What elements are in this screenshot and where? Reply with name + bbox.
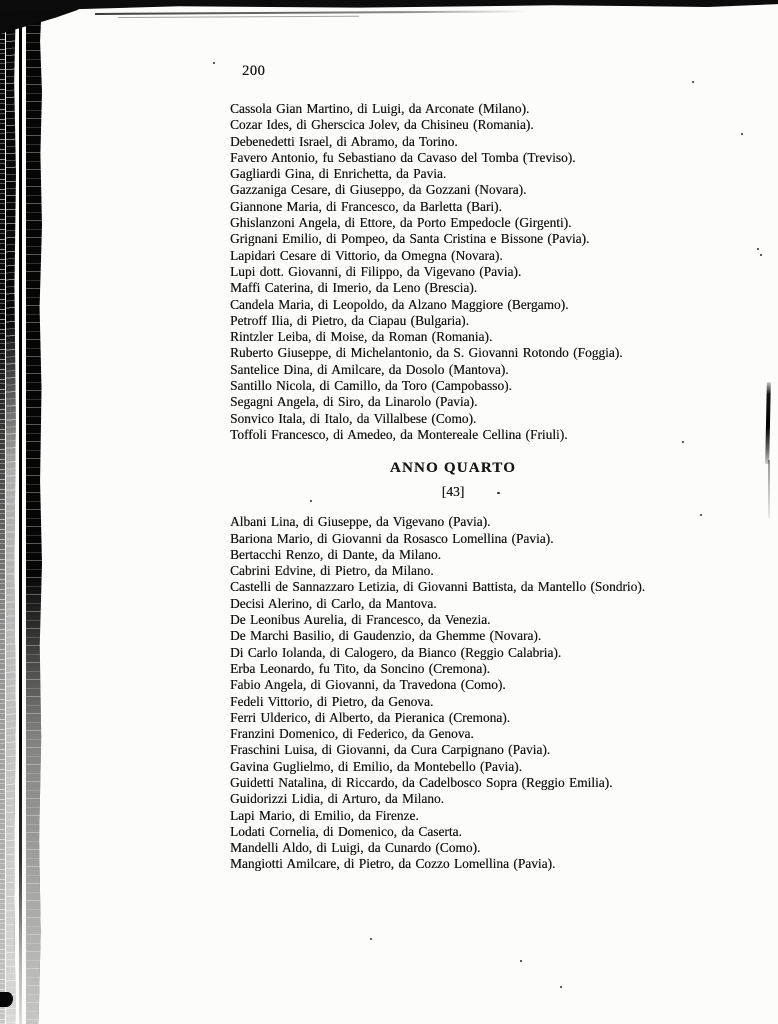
list-entry: Ferri Ulderico, di Alberto, da Pieranica (Cremona). [230,709,511,725]
scan-speck [213,62,215,64]
scan-speck [370,938,372,940]
list-entry: Debenedetti Israel, di Abramo, da Torino. [230,133,458,149]
list-entry: Toffoli Francesco, di Amedeo, da Montereale Cellina (Friuli). [230,426,568,442]
list-entry: Santelice Dina, di Amilcare, da Dosolo (Mantova). [230,361,509,377]
list-entry: De Marchi Basilio, di Gaudenzio, da Ghemme (Novara). [230,628,542,644]
list-entry: Bertacchi Renzo, di Dante, da Milano. [230,546,441,562]
list-entry: Fabio Angela, di Giovanni, da Travedona (Como). [230,677,506,693]
list-entry: Decisi Alerino, di Carlo, da Mantova. [230,595,437,611]
list-entry: Sonvico Itala, di Italo, da Villalbese (Como). [230,410,477,426]
scan-speck [741,133,743,135]
scan-speck [692,81,694,83]
list-entry: Lapi Mario, di Emilio, da Firenze. [230,807,419,823]
list-entry: Lodati Cornelia, di Domenico, da Caserta. [230,823,462,839]
student-list-anno-quarto [230,514,690,873]
page-number: 200 [242,63,266,79]
scan-speck [757,248,759,250]
list-entry: Lapidari Cesare di Vittorio, da Omegna (Novara). [230,247,503,263]
list-entry: Gagliardi Gina, di Enrichetta, da Pavia. [230,166,447,182]
list-entry: Giannone Maria, di Francesco, da Barletta (Bari). [230,198,502,214]
list-entry: Segagni Angela, di Siro, da Linarolo (Pavia). [230,394,478,410]
scan-speck [520,960,522,962]
list-entry: Franzini Domenico, di Federico, da Genova. [230,726,474,742]
scan-speck [760,254,762,256]
section-number: [43] [441,484,465,500]
list-entry: Fraschini Luisa, di Giovanni, da Cura Carpignano (Pavia). [230,742,551,758]
list-entry: Bariona Mario, di Giovanni da Rosasco Lomellina (Pavia). [230,530,554,546]
list-entry: Gazzaniga Cesare, di Giuseppo, da Gozzani (Novara). [230,182,527,198]
list-entry: Mandelli Aldo, di Luigi, da Cunardo (Como). [230,840,481,856]
list-entry: Ruberto Giuseppe, di Michelantonio, da S. Giovanni Rotondo (Foggia). [230,345,623,361]
list-entry: De Leonibus Aurelia, di Francesco, da Venezia. [230,612,491,628]
list-entry: Ghislanzoni Angela, di Ettore, da Porto Empedocle (Girgenti). [230,215,572,231]
page-content [230,63,690,873]
scan-speck [560,986,562,988]
section-title: ANNO QUARTO [389,460,517,477]
list-entry: Gavina Guglielmo, di Emilio, da Montebello (Pavia). [230,758,522,774]
list-entry: Rintzler Leiba, di Moise, da Roman (Romania). [230,329,493,345]
list-entry: Cozar Ides, di Gherscica Jolev, da Chisineu (Romania). [230,117,534,133]
list-entry: Cassola Gian Martino, di Luigi, da Arconate (Milano). [230,101,530,116]
list-entry: Favero Antonio, fu Sebastiano da Cavaso del Tomba (Treviso). [230,149,576,165]
list-entry: Guidorizzi Lidia, di Arturo, da Milano. [230,791,444,807]
list-entry: Albani Lina, di Giuseppe, da Vigevano (Pavia). [230,514,491,530]
list-entry: Lupi dott. Giovanni, di Filippo, da Vigevano (Pavia). [230,263,522,279]
list-entry: Cabrini Edvine, di Pietro, da Milano. [230,563,434,579]
list-entry: Grignani Emilio, di Pompeo, da Santa Cristina e Bissone (Pavia). [230,231,590,247]
list-entry: Mangiotti Amilcare, di Pietro, da Cozzo Lomellina (Pavia). [230,856,556,872]
scan-speck [700,514,702,516]
list-entry: Santillo Nicola, di Camillo, da Toro (Campobasso). [230,378,512,394]
list-entry: Fedeli Vittorio, di Pietro, da Genova. [230,693,434,709]
list-entry: Guidetti Natalina, di Riccardo, da Cadelbosco Sopra (Reggio Emilia). [230,774,613,790]
list-entry: Castelli de Sannazzaro Letizia, di Giovanni Battista, da Mantello (Sondrio). [230,579,646,595]
list-entry: Candela Maria, di Leopoldo, da Alzano Maggiore (Bergamo). [230,296,569,312]
list-entry: Petroff Ilia, di Pietro, da Ciapau (Bulgaria). [230,312,469,328]
student-list-continued [230,101,690,443]
list-entry: Erba Leonardo, fu Tito, da Soncino (Cremona). [230,660,491,676]
list-entry: Di Carlo Iolanda, di Calogero, da Bianco (Reggio Calabria). [230,644,562,660]
list-entry: Maffi Caterina, di Imerio, da Leno (Brescia). [230,280,478,296]
